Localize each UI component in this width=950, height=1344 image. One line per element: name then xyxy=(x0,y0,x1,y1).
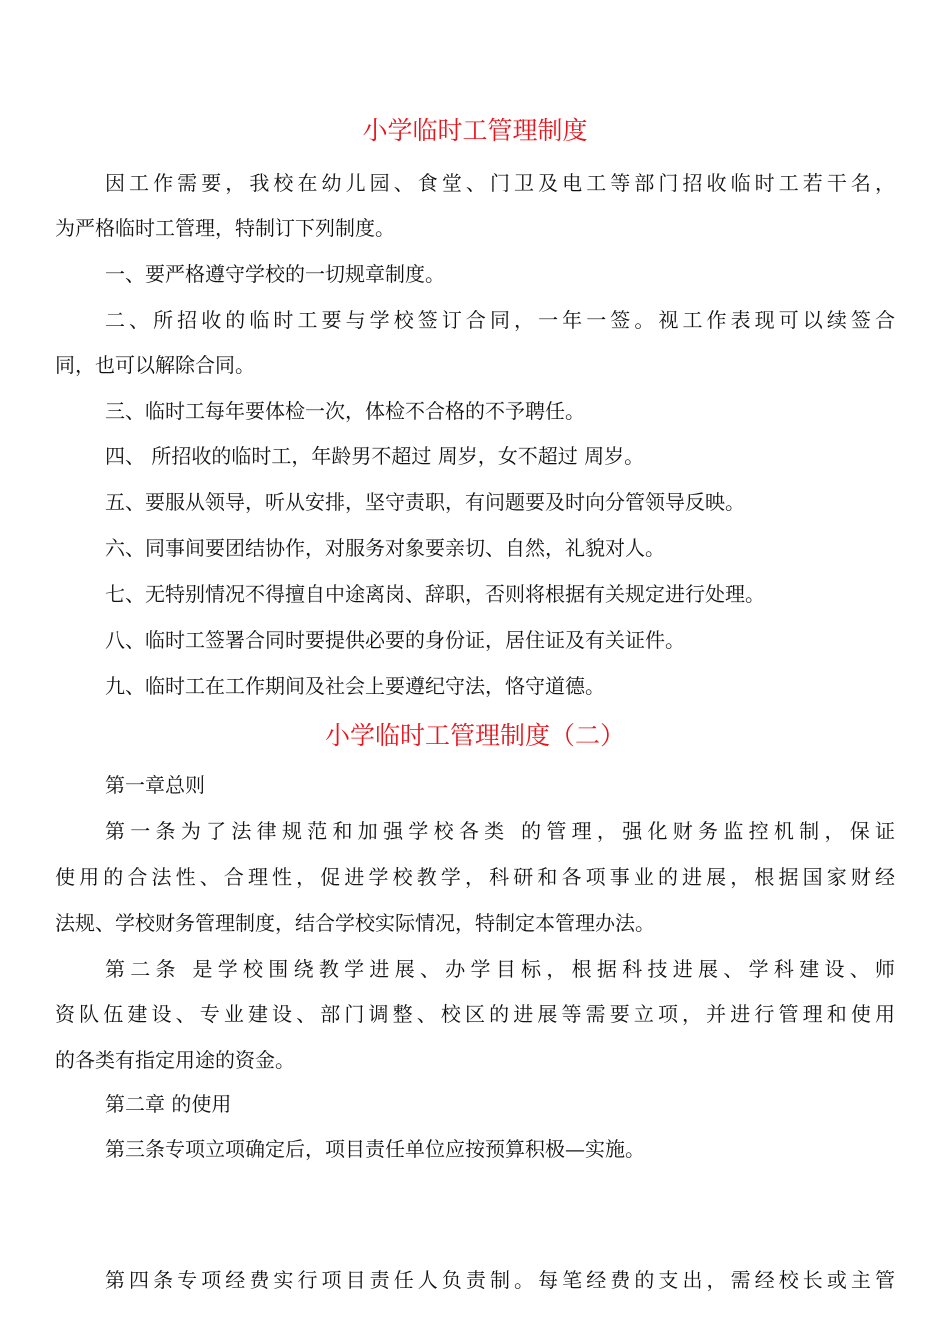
rule-5: 五、要服从领导，听从安排，坚守责职，有问题要及时向分管领导反映。 xyxy=(105,490,745,514)
rule-3: 三、临时工每年要体检一次，体检不合格的不予聘任。 xyxy=(105,399,585,423)
rule-2-line-2: 同，也可以解除合同。 xyxy=(55,353,255,377)
rule-9: 九、临时工在工作期间及社会上要遵纪守法，恪守道德。 xyxy=(105,674,605,698)
rule-2-line-1: 二、所招收的临时工要与学校签订合同，一年一签。视工作表现可以续签合 xyxy=(105,308,895,332)
rule-6: 六、同事间要团结协作，对服务对象要亲切、自然，礼貌对人。 xyxy=(105,536,665,560)
article-2-line-1: 第二条 是学校围绕教学进展、办学目标，根据科技进展、学科建设、师 xyxy=(105,957,895,981)
rule-1: 一、要严格遵守学校的一切规章制度。 xyxy=(105,262,445,286)
article-1-line-2: 使用的合法性、合理性，促进学校教学，科研和各项事业的进展，根据国家财经 xyxy=(55,865,895,889)
rule-7: 七、无特别情况不得擅自中途离岗、辞职，否则将根据有关规定进行处理。 xyxy=(105,582,765,606)
intro-paragraph-line-2: 为严格临时工管理，特制订下列制度。 xyxy=(55,216,395,240)
article-1-line-3: 法规、学校财务管理制度，结合学校实际情况，特制定本管理办法。 xyxy=(55,911,655,935)
document-title: 小学临时工管理制度 xyxy=(362,116,588,145)
rule-8: 八、临时工签署合同时要提供必要的身份证，居住证及有关证件。 xyxy=(105,628,685,652)
article-1-line-1: 第一条为了法律规范和加强学校各类 的管理，强化财务监控机制，保证 xyxy=(105,819,895,843)
article-2-line-2: 资队伍建设、专业建设、部门调整、校区的进展等需要立项，并进行管理和使用 xyxy=(55,1002,895,1026)
intro-paragraph-line-1: 因工作需要，我校在幼儿园、食堂、门卫及电工等部门招收临时工若干名， xyxy=(105,171,895,195)
article-4-line-1: 第四条专项经费实行项目责任人负责制。每笔经费的支出，需经校长或主管 xyxy=(105,1268,895,1292)
document-title-2: 小学临时工管理制度（二） xyxy=(324,721,625,750)
rule-4: 四、 所招收的临时工，年龄男不超过 周岁，女不超过 周岁。 xyxy=(105,444,645,468)
chapter-1-heading: 第一章总则 xyxy=(105,773,205,797)
article-2-line-3: 的各类有指定用途的资金。 xyxy=(55,1048,295,1072)
chapter-2-heading: 第二章 的使用 xyxy=(105,1092,232,1116)
article-3: 第三条专项立项确定后，项目责任单位应按预算积极—实施。 xyxy=(105,1137,645,1161)
